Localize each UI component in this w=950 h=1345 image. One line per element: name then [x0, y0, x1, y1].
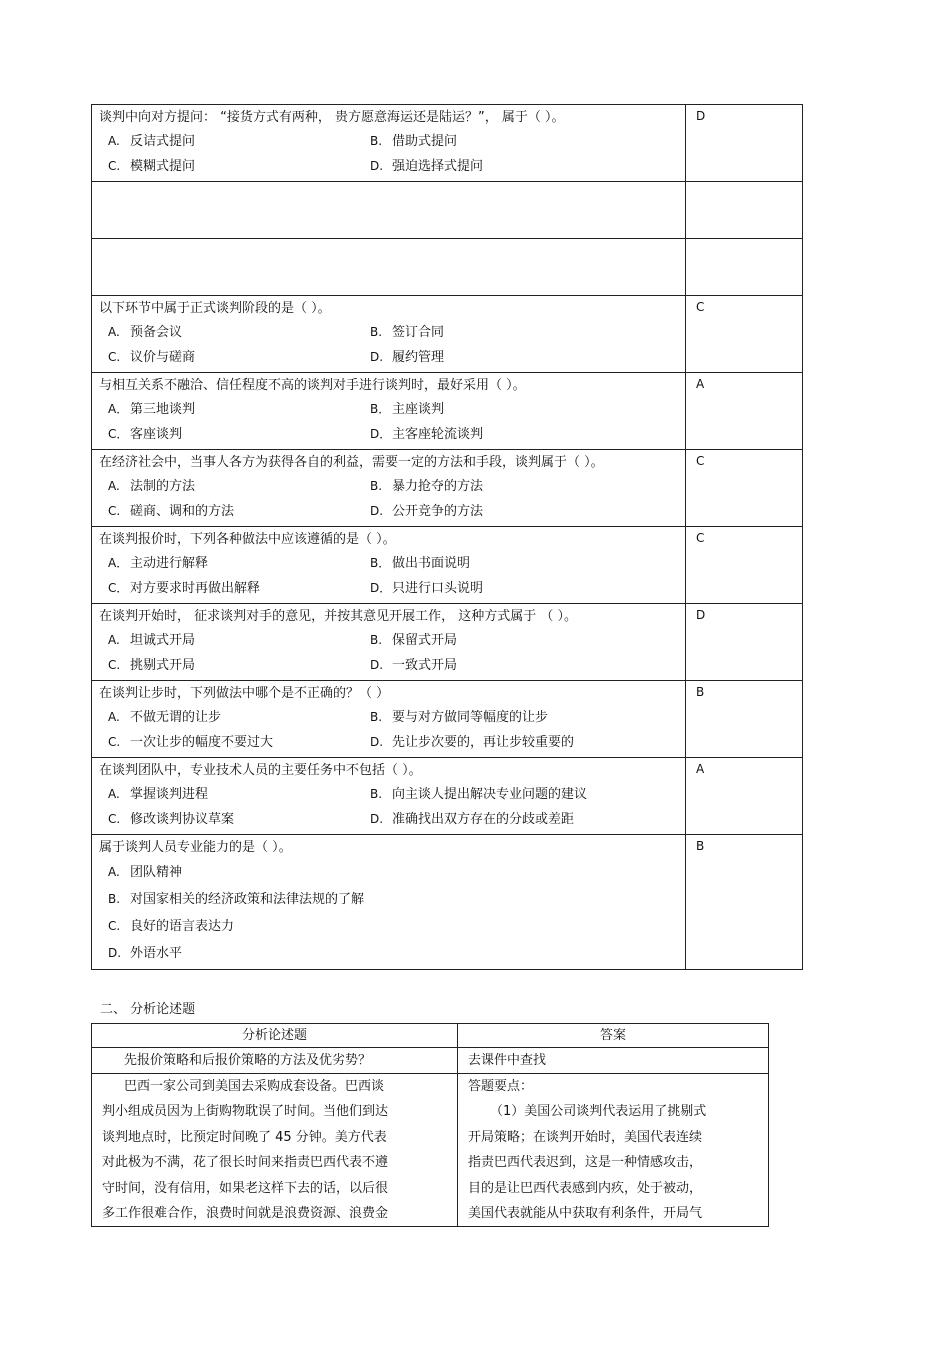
case-line: 对此极为不满，花了很长时间来指责巴西代表不遵 — [102, 1155, 389, 1171]
question-stem: 在谈判开始时， 征求谈判对手的意见，并按其意见开展工作， 这种方式属于 （ ）。 — [99, 609, 578, 624]
question-cell — [92, 296, 686, 373]
option — [99, 422, 361, 447]
blank-question-cell — [92, 239, 686, 296]
option — [361, 499, 679, 524]
option-list — [99, 129, 679, 179]
option-list — [99, 782, 679, 832]
option — [99, 940, 679, 967]
question-cell — [92, 758, 686, 835]
case-text — [92, 1074, 458, 1227]
answer-cell: D — [686, 105, 803, 182]
option-text: 向主谈人提出解决专业问题的建议 — [392, 787, 588, 802]
option-text: 只进行口头说明 — [392, 581, 484, 596]
option — [99, 653, 361, 678]
option-text: 公开竞争的方法 — [392, 504, 484, 519]
option-letter: D. — [370, 159, 384, 173]
question-cell — [92, 681, 686, 758]
option-text: 修改谈判协议草案 — [130, 812, 235, 827]
option-text: 议价与磋商 — [130, 350, 196, 365]
option — [99, 705, 361, 730]
header-answer: 答案 — [458, 1024, 769, 1048]
option-text: 客座谈判 — [130, 427, 183, 442]
option — [99, 913, 679, 940]
multiple-choice-table — [91, 104, 803, 970]
case-line: 守时间，没有信用，如果老这样下去的话，以后很 — [102, 1180, 389, 1196]
option-letter: C. — [108, 504, 121, 518]
option-text: 先让步次要的，再让步较重要的 — [392, 735, 575, 750]
option-letter: A. — [108, 134, 120, 148]
option-letter: B. — [370, 710, 383, 724]
question-row — [92, 604, 803, 681]
option-letter: D. — [370, 812, 384, 826]
option-text: 暴力抢夺的方法 — [392, 479, 484, 494]
answer-cell: A — [686, 373, 803, 450]
option-letter: A. — [108, 633, 120, 647]
option — [99, 807, 361, 832]
option-letter: C. — [108, 735, 121, 749]
blank-row — [92, 182, 803, 239]
question-cell — [92, 373, 686, 450]
option-text: 掌握谈判进程 — [130, 787, 209, 802]
option-text: 反诘式提问 — [130, 134, 196, 149]
option-list — [99, 628, 679, 678]
case-line: 谈判地点时，比预定时间晚了 45 分钟。美方代表 — [102, 1129, 387, 1145]
question-stem: 与相互关系不融洽、信任程度不高的谈判对手进行谈判时，最好采用（ ）。 — [99, 378, 526, 393]
question-stem: 以下环节中属于正式谈判阶段的是（ ）。 — [99, 301, 331, 316]
option-letter: A. — [108, 865, 120, 879]
question-row — [92, 681, 803, 758]
option — [361, 397, 679, 422]
option-text: 对国家相关的经济政策和法律法规的了解 — [130, 892, 365, 907]
option — [361, 653, 679, 678]
answer-cell: B — [686, 835, 803, 970]
question-row — [92, 105, 803, 182]
answer-cell: B — [686, 681, 803, 758]
question-cell — [92, 450, 686, 527]
question-cell — [92, 835, 686, 970]
option — [99, 782, 361, 807]
case-row — [92, 1074, 769, 1227]
option — [99, 397, 361, 422]
question-row — [92, 527, 803, 604]
option — [99, 730, 361, 755]
case-line: 巴西一家公司到美国去采购成套设备。巴西谈 — [124, 1079, 385, 1094]
option-letter: D. — [370, 735, 384, 749]
option-letter: C. — [108, 658, 121, 672]
answer-line: 美国代表就能从中获取有利条件，开局气 — [468, 1206, 703, 1222]
blank-row — [92, 239, 803, 296]
option-text: 挑剔式开局 — [130, 658, 196, 673]
option-text: 预备会议 — [130, 325, 183, 340]
case-answer — [458, 1074, 769, 1227]
answer-line: 开局策略；在谈判开始时，美国代表连续 — [468, 1129, 703, 1145]
option-text: 团队精神 — [130, 865, 183, 880]
analysis-row — [92, 1048, 769, 1074]
option-text: 良好的语言表达力 — [130, 919, 235, 934]
option-text: 借助式提问 — [392, 134, 458, 149]
question-row — [92, 296, 803, 373]
option — [361, 474, 679, 499]
answer-line: 目的是让巴西代表感到内疚，处于被动， — [468, 1180, 703, 1196]
option-list — [99, 705, 679, 755]
option-text: 磋商、调和的方法 — [130, 504, 235, 519]
option-letter: D. — [108, 946, 122, 960]
option-letter: B． — [370, 402, 391, 416]
option-letter: B. — [108, 892, 121, 906]
case-line: 多工作很难合作，浪费时间就是浪费资源、浪费金 — [102, 1206, 389, 1222]
option-list — [99, 397, 679, 447]
option-text: 一次让步的幅度不要过大 — [130, 735, 274, 750]
option-text: 要与对方做同等幅度的让步 — [392, 710, 549, 725]
option — [99, 129, 361, 154]
option-letter: B. — [370, 479, 383, 493]
option-text: 签订合同 — [392, 325, 445, 340]
option-letter: A. — [108, 787, 120, 801]
option — [361, 730, 679, 755]
option — [361, 129, 679, 154]
option-list — [99, 859, 679, 967]
blank-answer-cell — [686, 239, 803, 296]
option — [99, 345, 361, 370]
option-letter: B. — [370, 325, 383, 339]
option-letter: A. — [108, 710, 120, 724]
option-text: 一致式开局 — [392, 658, 458, 673]
option-letter: D． — [370, 427, 392, 441]
option — [361, 705, 679, 730]
option-letter: B. — [370, 134, 383, 148]
analysis-question: 先报价策略和后报价策略的方法及优劣势？ — [92, 1048, 458, 1074]
option — [99, 320, 361, 345]
option-letter: D. — [370, 658, 384, 672]
option-letter: C. — [108, 350, 121, 364]
option-text: 主动进行解释 — [130, 556, 209, 571]
option — [99, 859, 679, 886]
option-text: 保留式开局 — [392, 633, 458, 648]
option-list — [99, 551, 679, 601]
option-letter: D. — [370, 504, 384, 518]
question-row — [92, 373, 803, 450]
answer-cell: C — [686, 296, 803, 373]
answer-cell: C — [686, 450, 803, 527]
option — [361, 782, 679, 807]
answer-cell: C — [686, 527, 803, 604]
question-stem: 在谈判报价时，下列各种做法中应该遵循的是（ ）。 — [99, 532, 396, 547]
option-letter: C． — [108, 581, 129, 595]
option-letter: D． — [370, 581, 392, 595]
option-text: 坦诚式开局 — [130, 633, 196, 648]
header-question: 分析论述题 — [92, 1024, 458, 1048]
option-text: 履约管理 — [392, 350, 445, 365]
question-cell — [92, 604, 686, 681]
answer-line: 答题要点： — [468, 1079, 534, 1094]
option-text: 对方要求时再做出解释 — [130, 581, 261, 596]
question-row — [92, 835, 803, 970]
answer-cell: D — [686, 604, 803, 681]
option — [99, 551, 361, 576]
question-row — [92, 758, 803, 835]
option — [361, 320, 679, 345]
option-list — [99, 474, 679, 524]
option-letter: C． — [108, 427, 129, 441]
option-letter: B. — [370, 633, 383, 647]
option-letter: C. — [108, 159, 121, 173]
option-list — [99, 320, 679, 370]
option-text: 模糊式提问 — [130, 159, 196, 174]
option-letter: D. — [370, 350, 384, 364]
option — [361, 576, 679, 601]
case-line: 判小组成员因为上街购物耽误了时间。当他们到达 — [102, 1104, 389, 1120]
blank-answer-cell — [686, 182, 803, 239]
option-letter: B. — [370, 787, 383, 801]
blank-question-cell — [92, 182, 686, 239]
option-text: 不做无谓的让步 — [130, 710, 222, 725]
option — [361, 628, 679, 653]
option-text: 主座谈判 — [392, 402, 445, 417]
option — [361, 422, 679, 447]
answer-line: 指责巴西代表迟到，这是一种情感攻击， — [468, 1155, 703, 1171]
question-cell — [92, 527, 686, 604]
option — [99, 474, 361, 499]
option — [361, 551, 679, 576]
option-letter: A． — [108, 402, 129, 416]
question-stem: 在谈判团队中，专业技术人员的主要任务中不包括（ ）。 — [99, 763, 422, 778]
analysis-answer: 去课件中查找 — [458, 1048, 769, 1074]
option — [361, 807, 679, 832]
option — [99, 576, 361, 601]
option — [99, 628, 361, 653]
option — [99, 886, 679, 913]
answer-cell: A — [686, 758, 803, 835]
question-stem: 谈判中向对方提问： “接货方式有两种， 贵方愿意海运还是陆运？”， 属于（ ）。 — [99, 110, 565, 125]
option-letter: B． — [370, 556, 391, 570]
section-title: 二、 分析论述题 — [100, 1002, 196, 1017]
question-stem: 在经济社会中，当事人各方为获得各自的利益，需要一定的方法和手段，谈判属于（ ）。 — [99, 455, 604, 470]
option — [361, 345, 679, 370]
option-text: 强迫选择式提问 — [392, 159, 484, 174]
option-letter: A. — [108, 479, 120, 493]
option-text: 法制的方法 — [130, 479, 196, 494]
option-letter: C. — [108, 812, 121, 826]
option-text: 做出书面说明 — [392, 556, 471, 571]
answer-line: （1）美国公司谈判代表运用了挑剔式 — [490, 1104, 707, 1120]
question-cell — [92, 105, 686, 182]
option-text: 外语水平 — [130, 946, 183, 961]
option — [99, 499, 361, 524]
analysis-table — [91, 1023, 769, 1227]
option — [361, 154, 679, 179]
option-text: 第三地谈判 — [130, 402, 196, 417]
option-letter: C. — [108, 919, 121, 933]
option-text: 准确找出双方存在的分歧或差距 — [392, 812, 575, 827]
analysis-header-row — [92, 1024, 769, 1048]
option-letter: A. — [108, 325, 120, 339]
option — [99, 154, 361, 179]
question-stem: 属于谈判人员专业能力的是（ ）。 — [99, 840, 292, 855]
option-text: 主客座轮流谈判 — [392, 427, 484, 442]
question-row — [92, 450, 803, 527]
question-stem: 在谈判让步时，下列做法中哪个是不正确的？（ ） — [99, 686, 390, 701]
option-letter: A． — [108, 556, 129, 570]
